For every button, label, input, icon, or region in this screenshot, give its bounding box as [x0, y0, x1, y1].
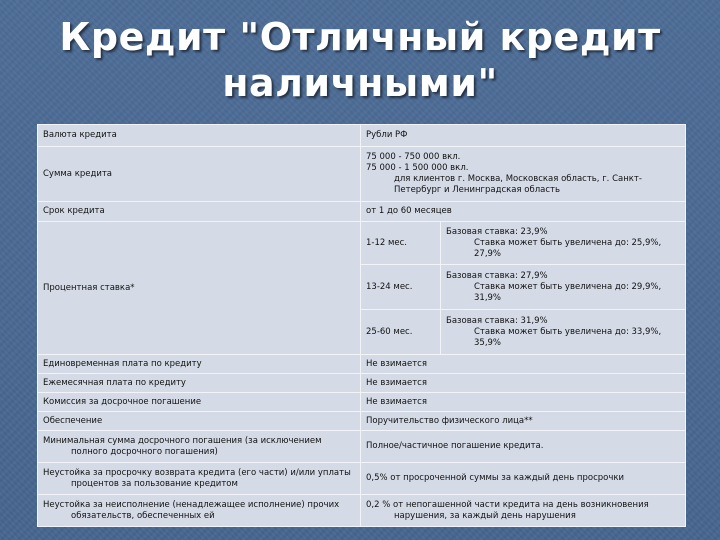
- table-row: [38, 147, 686, 202]
- row-label: Срок кредита: [38, 202, 361, 222]
- table-row: [38, 495, 686, 527]
- rate-note: Ставка может быть увеличена до: 33,9%, 35,9%: [474, 326, 662, 348]
- rate-base: Базовая ставка: 23,9%: [446, 226, 548, 237]
- row-label-text: Минимальная сумма досрочного погашения (за исключением полного досрочного погашения): [43, 435, 322, 457]
- rate-note: Ставка может быть увеличена до: 25,9%, 27,9%: [474, 237, 662, 259]
- row-value: Не взимается: [361, 374, 686, 393]
- rate-period: 13-24 мес.: [361, 265, 441, 310]
- table-row: [38, 125, 686, 147]
- row-label: Комиссия за досрочное погашение: [38, 393, 361, 412]
- rate-value: [441, 310, 686, 355]
- table-row: [38, 222, 686, 265]
- table-row: [38, 355, 686, 374]
- amount-line-3: для клиентов г. Москва, Московская область, г. Санкт-Петербург и Ленинградская область: [394, 174, 642, 195]
- credit-terms-table: [37, 124, 686, 527]
- table-row: [38, 202, 686, 222]
- row-value: Полное/частичное погашение кредита.: [361, 431, 686, 463]
- row-label: [38, 495, 361, 527]
- row-label-text: Неустойка за неисполнение (ненадлежащее исполнение) прочих обязательств, обеспеченных ей: [43, 499, 340, 521]
- rate-base: Базовая ставка: 31,9%: [446, 315, 548, 326]
- amount-line-1: 75 000 - 750 000 вкл.: [366, 152, 461, 162]
- row-value: [361, 147, 686, 202]
- amount-line-2: 75 000 - 1 500 000 вкл.: [366, 163, 469, 173]
- table-row: [38, 463, 686, 495]
- row-label: Единовременная плата по кредиту: [38, 355, 361, 374]
- row-value: Не взимается: [361, 355, 686, 374]
- rate-period: 25-60 мес.: [361, 310, 441, 355]
- table-row: [38, 393, 686, 412]
- row-label: Сумма кредита: [38, 147, 361, 202]
- row-label: Процентная ставка*: [38, 222, 361, 355]
- row-value: Не взимается: [361, 393, 686, 412]
- rate-base: Базовая ставка: 27,9%: [446, 270, 548, 281]
- table-row: [38, 374, 686, 393]
- rate-value: [441, 265, 686, 310]
- row-label: Обеспечение: [38, 412, 361, 431]
- row-label: [38, 463, 361, 495]
- table-row: [38, 412, 686, 431]
- row-value: [361, 495, 686, 527]
- row-value: Поручительство физического лица**: [361, 412, 686, 431]
- slide-title: [0, 14, 720, 106]
- slide-title-line1: Кредит "Отличный кредит: [59, 15, 661, 59]
- rate-period: 1-12 мес.: [361, 222, 441, 265]
- row-label-text: Неустойка за просрочку возврата кредита (его части) и/или уплаты процентов за пользование кредитом: [43, 467, 351, 489]
- row-value-text: 0,2 % от непогашенной части кредита на день возникновения нарушения, за каждый день нарушения: [366, 499, 649, 521]
- slide-title-line2: наличными": [222, 61, 498, 105]
- row-label: Ежемесячная плата по кредиту: [38, 374, 361, 393]
- rate-value: [441, 222, 686, 265]
- table-row: [38, 431, 686, 463]
- row-value: от 1 до 60 месяцев: [361, 202, 686, 222]
- row-value: 0,5% от просроченной суммы за каждый день просрочки: [361, 463, 686, 495]
- rate-note: Ставка может быть увеличена до: 29,9%, 31,9%: [474, 281, 662, 303]
- row-value: Рубли РФ: [361, 125, 686, 147]
- row-label: Валюта кредита: [38, 125, 361, 147]
- row-label: [38, 431, 361, 463]
